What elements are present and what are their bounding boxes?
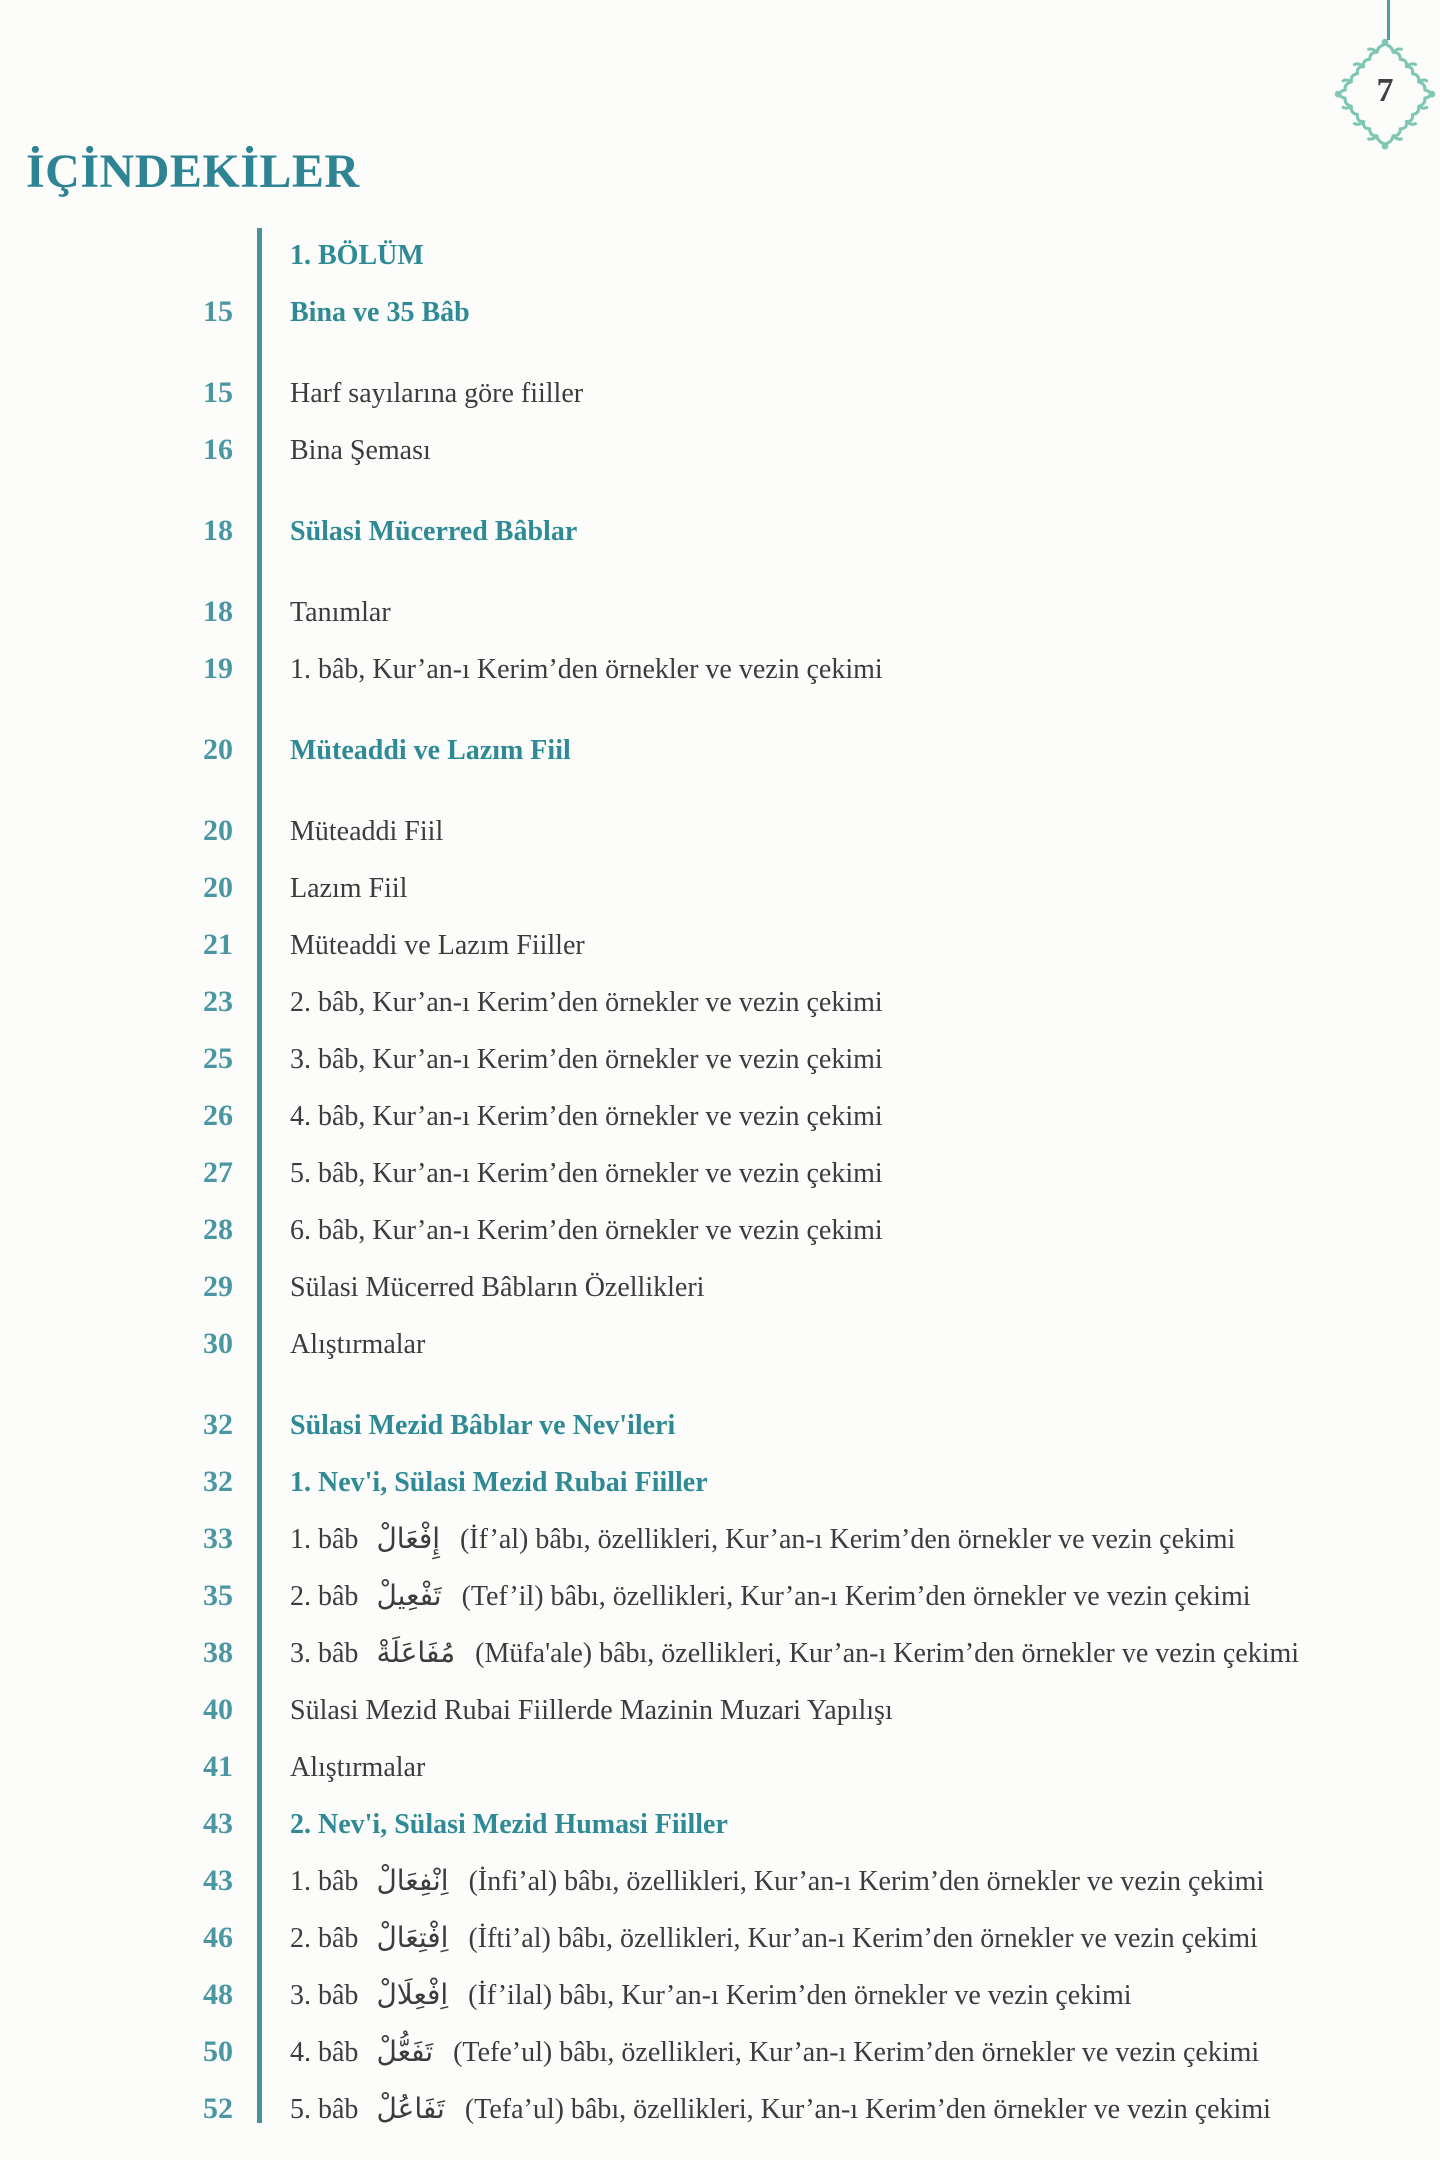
toc-page-number: 29 xyxy=(203,1270,233,1303)
toc-entry-text: 5. bâb, Kur’an-ı Kerim’den örnekler ve vezin çekimi xyxy=(290,1158,883,1189)
toc-entry-label xyxy=(233,226,424,284)
toc-row xyxy=(0,1909,1440,1966)
toc-entry-label xyxy=(233,364,583,422)
toc-page-number: 40 xyxy=(203,1693,233,1726)
toc-entry-label xyxy=(233,973,883,1031)
toc-page-number: 26 xyxy=(203,1099,233,1132)
toc-entry-text: (Müfa'ale) bâbı, özellikleri, Kur’an-ı Kerim’den örnekler ve vezin çekimi xyxy=(475,1638,1300,1669)
toc-entry-label xyxy=(233,1624,1299,1682)
toc-entry-text: Bina ve 35 Bâb xyxy=(290,297,470,328)
toc-page-number: 41 xyxy=(203,1750,233,1783)
toc-entry-text: Müteaddi Fiil xyxy=(290,816,444,847)
toc-page-number: 20 xyxy=(203,814,233,847)
toc-row xyxy=(0,226,1440,283)
toc-rows-container xyxy=(0,226,1440,2137)
toc-entry-arabic-word: إِفْعَالْ xyxy=(376,1522,440,1555)
toc-entry-text: 4. bâb, Kur’an-ı Kerim’den örnekler ve vezin çekimi xyxy=(290,1101,883,1132)
toc-row xyxy=(0,1144,1440,1201)
toc-entry-arabic-word: تَفَاعُلْ xyxy=(376,2092,445,2125)
page-title: İÇİNDEKİLER xyxy=(26,145,360,199)
toc-entry-text: (İnfi’al) bâbı, özellikleri, Kur’an-ı Kerim’den örnekler ve vezin çekimi xyxy=(468,1866,1265,1897)
toc-page-number: 32 xyxy=(203,1465,233,1498)
toc-row xyxy=(0,1315,1440,1372)
toc-entry-label xyxy=(233,502,577,560)
toc-page-number: 33 xyxy=(203,1522,233,1555)
toc-row xyxy=(0,802,1440,859)
toc-entry-label xyxy=(233,1681,893,1739)
toc-page-number: 25 xyxy=(203,1042,233,1075)
toc-entry-label xyxy=(233,1087,883,1145)
toc-page-number: 43 xyxy=(203,1807,233,1840)
toc-entry-label xyxy=(233,1738,425,1796)
toc-row xyxy=(0,1738,1440,1795)
toc-entry-label xyxy=(233,1567,1251,1625)
toc-row xyxy=(0,2080,1440,2137)
toc-row xyxy=(0,1795,1440,1852)
toc-entry-arabic-word: اِنْفِعَالْ xyxy=(376,1864,449,1897)
toc-row xyxy=(0,1681,1440,1738)
toc-entry-label xyxy=(233,1315,425,1373)
ornament-stem-line xyxy=(1387,0,1390,40)
toc-entry-arabic-word: مُفَاعَلَةْ xyxy=(376,1636,456,1669)
toc-entry-text: 3. bâb, Kur’an-ı Kerim’den örnekler ve vezin çekimi xyxy=(290,1044,883,1075)
toc-entry-text: 6. bâb, Kur’an-ı Kerim’den örnekler ve vezin çekimi xyxy=(290,1215,883,1246)
toc-entry-text: 1. bâb, Kur’an-ı Kerim’den örnekler ve vezin çekimi xyxy=(290,654,883,685)
toc-entry-text: Müteaddi ve Lazım Fiil xyxy=(290,735,571,766)
toc-page-number: 46 xyxy=(203,1921,233,1954)
toc-entry-text: 2. Nev'i, Sülasi Mezid Humasi Fiiller xyxy=(290,1809,728,1840)
toc-row xyxy=(0,1852,1440,1909)
toc-page-number: 19 xyxy=(203,652,233,685)
toc-row xyxy=(0,973,1440,1030)
toc-row xyxy=(0,1510,1440,1567)
toc-entry-label xyxy=(233,1852,1264,1910)
toc-entry-label xyxy=(233,1396,675,1454)
toc-entry-text: (İf’al) bâbı, özellikleri, Kur’an-ı Kerim’den örnekler ve vezin çekimi xyxy=(459,1524,1236,1555)
toc-entry-label xyxy=(233,1144,883,1202)
toc-page-number: 23 xyxy=(203,985,233,1018)
toc-entry-label xyxy=(233,283,470,341)
toc-entry-label xyxy=(233,1909,1258,1967)
toc-entry-prefix: 4. bâb xyxy=(290,2037,359,2068)
toc-entry-text: Sülasi Mezid Rubai Fiillerde Mazinin Muzari Yapılışı xyxy=(290,1695,893,1726)
toc-entry-label xyxy=(233,1030,883,1088)
toc-page-number: 16 xyxy=(203,433,233,466)
toc-entry-label xyxy=(233,721,571,779)
toc-page-number: 21 xyxy=(203,928,233,961)
toc-entry-text: Alıştırmalar xyxy=(290,1752,426,1783)
page-number-badge xyxy=(1334,38,1436,150)
toc-entry-text: 1. Nev'i, Sülasi Mezid Rubai Fiiller xyxy=(290,1467,708,1498)
toc-row xyxy=(0,583,1440,640)
toc-entry-arabic-word: تَفْعِيلْ xyxy=(376,1579,442,1612)
toc-page-number: 28 xyxy=(203,1213,233,1246)
toc-entry-text: (Tefa’ul) bâbı, özellikleri, Kur’an-ı Kerim’den örnekler ve vezin çekimi xyxy=(464,2094,1271,2125)
toc-row xyxy=(0,283,1440,340)
toc-entry-arabic-word: تَفَعُّلْ xyxy=(376,2035,434,2068)
toc-row xyxy=(0,1567,1440,1624)
toc-entry-prefix: 2. bâb xyxy=(290,1581,359,1612)
toc-entry-label xyxy=(233,1201,883,1259)
toc-entry-prefix: 5. bâb xyxy=(290,2094,359,2125)
toc-page-number: 48 xyxy=(203,1978,233,2011)
toc-page-number: 20 xyxy=(203,871,233,904)
toc-page-number: 27 xyxy=(203,1156,233,1189)
toc-page-number: 20 xyxy=(203,733,233,766)
toc-row xyxy=(0,1453,1440,1510)
toc-entry-label xyxy=(233,640,883,698)
toc-page-number: 32 xyxy=(203,1408,233,1441)
toc-entry-label xyxy=(233,1510,1235,1568)
toc-row xyxy=(0,916,1440,973)
toc-entry-label xyxy=(233,2023,1259,2081)
toc-row xyxy=(0,1258,1440,1315)
toc-row xyxy=(0,1087,1440,1144)
toc-row xyxy=(0,2023,1440,2080)
toc-entry-text: Bina Şeması xyxy=(290,435,431,466)
toc-divider-line xyxy=(257,228,262,2123)
toc-row xyxy=(0,640,1440,697)
toc-row xyxy=(0,1624,1440,1681)
toc-entry-label xyxy=(233,1966,1132,2024)
toc-entry-prefix: 3. bâb xyxy=(290,1638,359,1669)
toc-entry-text: (İf’ilal) bâbı, Kur’an-ı Kerim’den örnekler ve vezin çekimi xyxy=(468,1980,1132,2011)
toc-entry-text: Lazım Fiil xyxy=(290,873,408,904)
toc-entry-text: Sülasi Mücerred Bâbların Özellikleri xyxy=(290,1272,705,1303)
toc-entry-text: Müteaddi ve Lazım Fiiller xyxy=(290,930,585,961)
toc-page-number: 43 xyxy=(203,1864,233,1897)
toc-page-number: 35 xyxy=(203,1579,233,1612)
toc-entry-label xyxy=(233,421,431,479)
toc-entry-label xyxy=(233,916,585,974)
toc-page-number: 38 xyxy=(203,1636,233,1669)
toc-row xyxy=(0,1030,1440,1087)
toc-page-number: 30 xyxy=(203,1327,233,1360)
toc-row xyxy=(0,364,1440,421)
toc-entry-text: Sülasi Mücerred Bâblar xyxy=(290,516,578,547)
toc-entry-label xyxy=(233,1453,708,1511)
toc-entry-text: Harf sayılarına göre fiiller xyxy=(290,378,584,409)
toc-page-number: 15 xyxy=(203,295,233,328)
toc-entry-arabic-word: اِفْتِعَالْ xyxy=(376,1921,449,1954)
toc-entry-text: (İfti’al) bâbı, özellikleri, Kur’an-ı Kerim’den örnekler ve vezin çekimi xyxy=(468,1923,1258,1954)
toc-entry-prefix: 1. bâb xyxy=(290,1524,359,1555)
toc-row xyxy=(0,859,1440,916)
toc-entry-text: 1. BÖLÜM xyxy=(290,240,424,271)
toc-entry-label xyxy=(233,1795,728,1853)
toc-row xyxy=(0,1966,1440,2023)
toc-page-number: 15 xyxy=(203,376,233,409)
toc-entry-prefix: 1. bâb xyxy=(290,1866,359,1897)
toc-row xyxy=(0,1396,1440,1453)
folio-page-number: 7 xyxy=(1376,71,1394,109)
toc-page-number: 18 xyxy=(203,514,233,547)
toc-row xyxy=(0,502,1440,559)
toc-entry-text: 2. bâb, Kur’an-ı Kerim’den örnekler ve vezin çekimi xyxy=(290,987,883,1018)
toc-list xyxy=(0,226,1440,2137)
toc-entry-text: Tanımlar xyxy=(290,597,391,628)
toc-row xyxy=(0,721,1440,778)
toc-page-number: 18 xyxy=(203,595,233,628)
toc-entry-label xyxy=(233,2080,1271,2138)
toc-entry-text: Alıştırmalar xyxy=(290,1329,426,1360)
toc-entry-label xyxy=(233,1258,704,1316)
toc-entry-text: Sülasi Mezid Bâblar ve Nev'ileri xyxy=(290,1410,676,1441)
toc-entry-prefix: 2. bâb xyxy=(290,1923,359,1954)
toc-entry-arabic-word: اِفْعِلَالْ xyxy=(376,1978,449,2011)
toc-entry-text: (Tef’il) bâbı, özellikleri, Kur’an-ı Kerim’den örnekler ve vezin çekimi xyxy=(461,1581,1251,1612)
toc-entry-label xyxy=(233,802,443,860)
toc-entry-text: (Tefe’ul) bâbı, özellikleri, Kur’an-ı Kerim’den örnekler ve vezin çekimi xyxy=(453,2037,1260,2068)
toc-page-number: 52 xyxy=(203,2092,233,2125)
toc-entry-prefix: 3. bâb xyxy=(290,1980,359,2011)
toc-row xyxy=(0,421,1440,478)
toc-page-number: 50 xyxy=(203,2035,233,2068)
toc-row xyxy=(0,1201,1440,1258)
